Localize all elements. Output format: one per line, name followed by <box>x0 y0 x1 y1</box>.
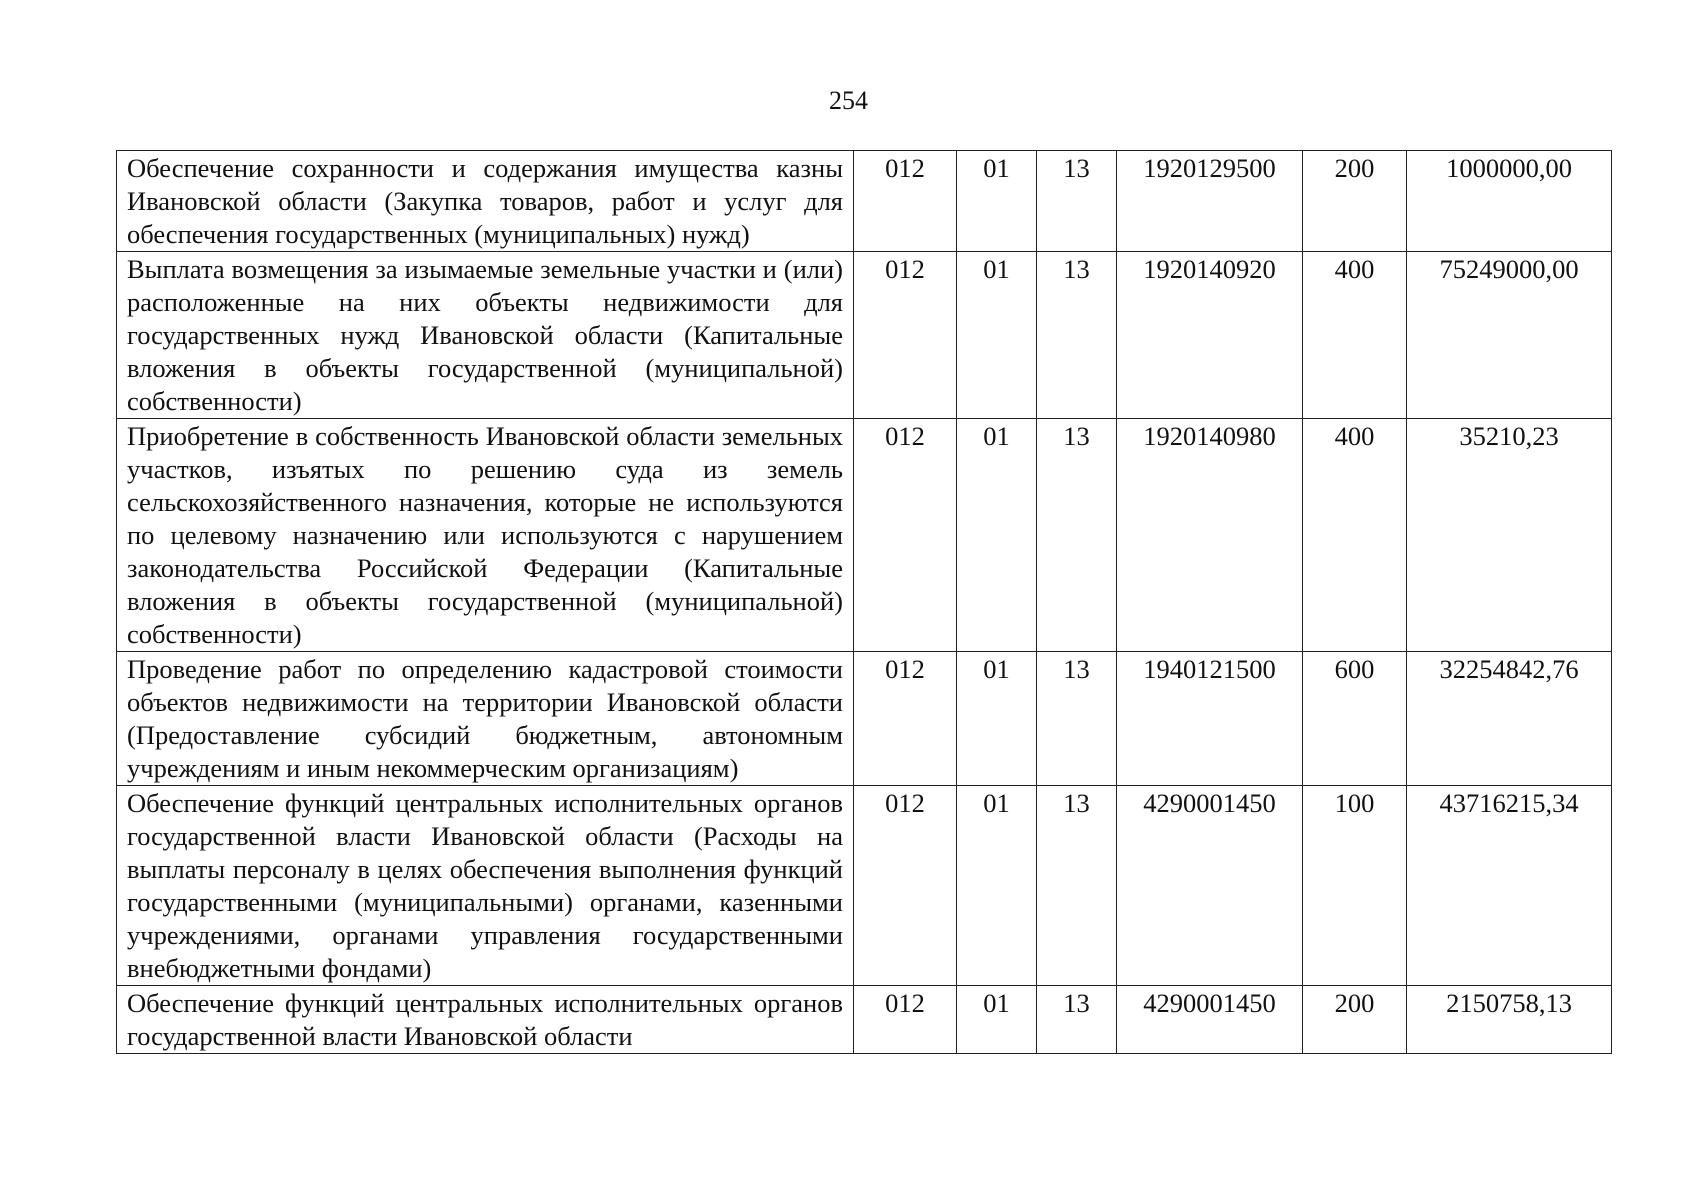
subsection-code: 13 <box>1037 151 1117 252</box>
expense-type-code: 100 <box>1303 786 1407 986</box>
page-number: 254 <box>829 86 868 115</box>
subsection-code: 13 <box>1037 652 1117 786</box>
ministry-code: 012 <box>854 652 957 786</box>
target-article-code: 4290001450 <box>1117 786 1303 986</box>
table-row <box>117 419 1612 652</box>
ministry-code: 012 <box>854 786 957 986</box>
row-description: Проведение работ по определению кадастровой стоимости объектов недвижимости на территории Ивановской области (Предоставление субсидий бюджетным, автономным учреждениям и иным некоммерческим организациям) <box>117 652 854 786</box>
row-description: Приобретение в собственность Ивановской области земельных участков, изъятых по решению суда из земель сельскохозяйственного назначения, которые не используются по целевому назначению или используются с нарушением законодательства Российской Федерации (Капитальные вложения в объекты государственной (муниципальной) собственности) <box>117 419 854 652</box>
expense-type-code: 400 <box>1303 252 1407 419</box>
section-code: 01 <box>957 419 1037 652</box>
expense-type-code: 400 <box>1303 419 1407 652</box>
expense-type-code: 200 <box>1303 986 1407 1054</box>
row-description: Обеспечение сохранности и содержания имущества казны Ивановской области (Закупка товаров, работ и услуг для обеспечения государственных (муниципальных) нужд) <box>117 151 854 252</box>
target-article-code: 4290001450 <box>1117 986 1303 1054</box>
table-row <box>117 986 1612 1054</box>
section-code: 01 <box>957 786 1037 986</box>
ministry-code: 012 <box>854 419 957 652</box>
target-article-code: 1920129500 <box>1117 151 1303 252</box>
amount: 1000000,00 <box>1407 151 1612 252</box>
subsection-code: 13 <box>1037 252 1117 419</box>
section-code: 01 <box>957 151 1037 252</box>
amount: 2150758,13 <box>1407 986 1612 1054</box>
ministry-code: 012 <box>854 986 957 1054</box>
table-row <box>117 652 1612 786</box>
target-article-code: 1940121500 <box>1117 652 1303 786</box>
amount: 35210,23 <box>1407 419 1612 652</box>
table-row <box>117 786 1612 986</box>
subsection-code: 13 <box>1037 786 1117 986</box>
row-description-cell <box>117 986 854 1054</box>
budget-table <box>116 150 1612 1054</box>
expense-type-code: 200 <box>1303 151 1407 252</box>
amount: 32254842,76 <box>1407 652 1612 786</box>
row-description: Выплата возмещения за изымаемые земельные участки и (или) расположенные на них объекты недвижимости для государственных нужд Ивановской области (Капитальные вложения в объекты государственной (муниципальной) собственности) <box>117 252 854 419</box>
section-code: 01 <box>957 652 1037 786</box>
subsection-code: 13 <box>1037 986 1117 1054</box>
section-code: 01 <box>957 986 1037 1054</box>
subsection-code: 13 <box>1037 419 1117 652</box>
target-article-code: 1920140980 <box>1117 419 1303 652</box>
section-code: 01 <box>957 252 1037 419</box>
row-description: Обеспечение функций центральных исполнительных органов государственной власти Ивановской области <box>127 988 843 1051</box>
target-article-code: 1920140920 <box>1117 252 1303 419</box>
ministry-code: 012 <box>854 151 957 252</box>
amount: 43716215,34 <box>1407 786 1612 986</box>
expense-type-code: 600 <box>1303 652 1407 786</box>
row-description: Обеспечение функций центральных исполнительных органов государственной власти Ивановской области (Расходы на выплаты персоналу в целях обеспечения выполнения функций государственными (муниципальными) органами, казенными учреждениями, органами управления государственными внебюджетными фондами) <box>117 786 854 986</box>
amount: 75249000,00 <box>1407 252 1612 419</box>
table-row <box>117 151 1612 252</box>
ministry-code: 012 <box>854 252 957 419</box>
table-row <box>117 252 1612 419</box>
